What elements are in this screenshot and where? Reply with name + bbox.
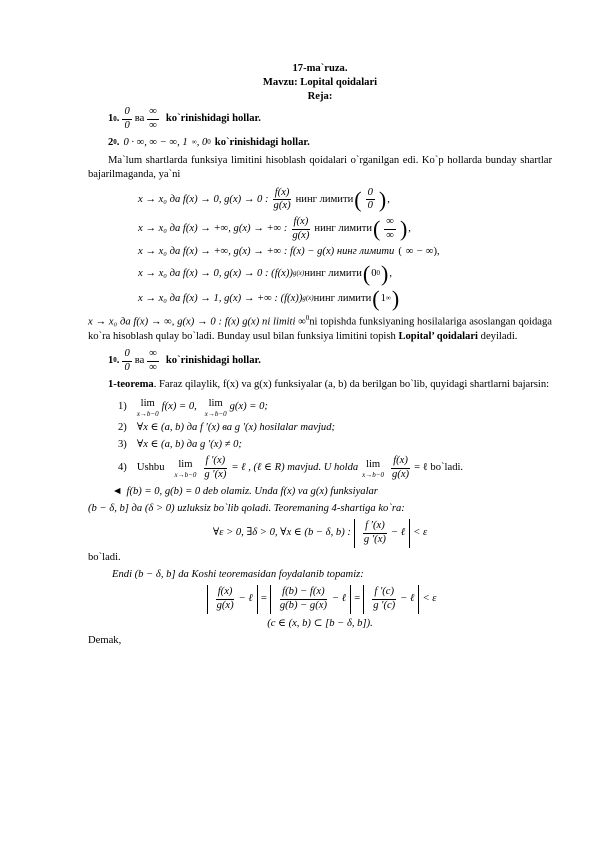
case-row-4: x → x₀ да f(x) → 0, g(x) → 0 : (f(x)) g(x) нинг лимити ( 0 0 ) , (138, 260, 392, 286)
case-row-1: x → x₀ да f(x) → 0, g(x) → 0 : $\frac{f(x)}{g(x)}$ нинг лимити ( $\frac{0}{0}$ ) , (138, 186, 390, 212)
lecture-number: 17-ma`ruza. (292, 63, 348, 74)
case-row-5: x → x₀ да f(x) → 1, g(x) → +∞ : (f(x)) g(x) нинг лимити ( 1 ∞ ) (138, 285, 400, 311)
condition-1: 1) lim x→b−0 f(x) = 0, lim x→b−0 g(x) = 0; (118, 397, 268, 418)
plan-item-1: 1 0 . $\frac{0}{0}$ ва $\frac{\infty}{\infty}$ ko`rinishidagi hollar. (108, 106, 261, 131)
proof-start-marker: ◄ (112, 485, 123, 497)
koshi-equation: $\frac{f(x)}{g(x)}$ − ℓ = $\frac{f(b) - f(x)}{g(b) - g(x)}$ − ℓ = $\frac{f '(c)}{g '(c)}$ − ℓ < ε (88, 585, 552, 613)
proof-epsilon-condition: ∀ε > 0, ∃δ > 0, ∀x ∈ (b − δ, b) : $\frac{f '(x)}{g '(x)}$ − ℓ < ε (88, 519, 552, 547)
condition-4: 4) Ushbu lim x→b−0 $\frac{f '(x)}{g '(x)}$ = ℓ , (ℓ ∈ R) mavjud. U holda lim x→b−0 $\frac{f(x)}{g(x)}$ = ℓ bo`ladi. (118, 455, 464, 481)
lecture-topic: Mavzu: Lopital qoidalari (262, 76, 378, 88)
conclusion-lead: Demak, (88, 635, 122, 647)
case-row-2: x → x₀ да f(x) → +∞, g(x) → +∞ : $\frac{f(x)}{g(x)}$ нинг лимити ( $\frac{\infty}{\infty}$ ) , (138, 216, 411, 242)
condition-2: 2) ∀x ∈ (a, b) да f ′(x) ва g ′(x) hosilalar mavjud; (118, 421, 336, 433)
proof-line-3: bo`ladi. (88, 551, 121, 563)
case-row-3: x → x₀ да f(x) → +∞, g(x) → +∞ : f(x) − g(x) нинг лимити ( ∞ − ∞ ) , (138, 246, 440, 258)
plan-item-2: 2 0 . 0 · ∞, ∞ − ∞, 1 ∞ , 0 0 ko`rinishidagi hollar. (108, 136, 310, 148)
proof-line-4: Endi (b − δ, b] da Koshi teoremasidan foydalanib topamiz: (112, 569, 364, 581)
intro-paragraph: Ma`lum shartlarda funksiya limitini hisoblash qoidalari o`rganilgan edi. Ko`p hollarda bunday shartlar bajarilmaganda, ya`ni (88, 155, 552, 181)
proof-line-2: (b − δ, b] да (δ > 0) uzluksiz bo`lib qoladi. Teoremaning 4-shartiga ko`ra: (88, 503, 405, 515)
fraction: $\frac{\infty}{\infty}$ (149, 106, 157, 131)
plan-heading: Reja: (307, 90, 333, 102)
section-heading-1: 1 0 . $\frac{0}{0}$ ва $\frac{\infty}{\infty}$ ko`rinishidagi hollar. (108, 347, 261, 373)
lopital-paragraph: x → x₀ да f(x) → ∞, g(x) → 0 : f(x) g(x) ni limiti ∞$^0$ni topishda funksiyaning hosilalariga asoslangan qoidaga ko`ra hisoblash qulay bo`ladi. Bunday usul bilan funksiya limitini topish Lopital’ qoidalari deyiladi. (88, 313, 552, 342)
koshi-note: (c ∈ (x, b) ⊂ [b − δ, b]). (267, 617, 373, 629)
proof-line-1: ◄ f(b) = 0, g(b) = 0 deb olamiz. Unda f(x) va g(x) funksiyalar (112, 485, 552, 499)
fraction: $\frac{0}{0}$ (124, 106, 130, 131)
theorem-statement: 1-teorema. Faraz qilaylik, f(x) va g(x) funksiyalar (a, b) da berilgan bo`lib, quyidagi shartlarni bajarsin: (108, 379, 550, 391)
condition-3: 3) ∀x ∈ (a, b) да g ′(x) ≠ 0; (118, 439, 242, 451)
